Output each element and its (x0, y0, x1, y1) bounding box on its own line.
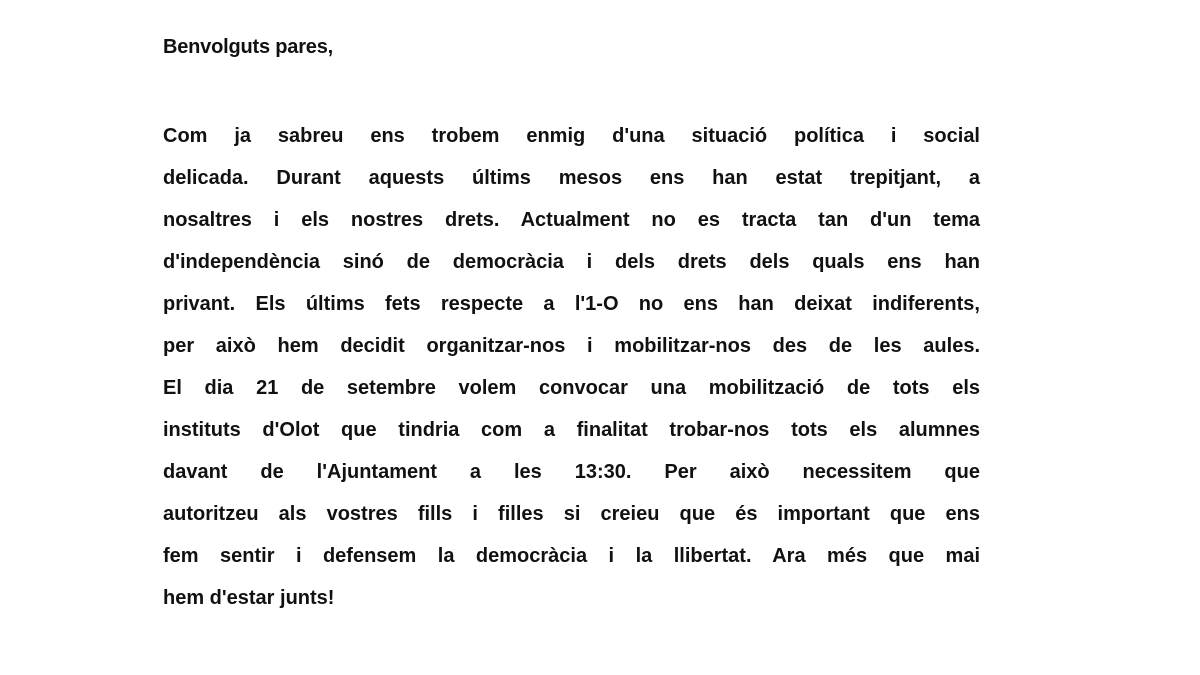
letter-line-last: hem d'estar junts! (163, 587, 335, 609)
letter-line: davant de l'Ajuntament a les 13:30. Per això necessitem que (163, 461, 980, 483)
letter-line: El dia 21 de setembre volem convocar una mobilització de tots els (163, 377, 980, 399)
letter-line: delicada. Durant aquests últims mesos ens han estat trepitjant, a (163, 167, 980, 189)
letter-line: Com ja sabreu ens trobem enmig d'una situació política i social (163, 125, 980, 147)
letter-line: autoritzeu als vostres fills i filles si creieu que és important que ens (163, 503, 980, 525)
letter-line: d'independència sinó de democràcia i dels drets dels quals ens han (163, 251, 980, 273)
letter-greeting: Benvolguts pares, (163, 36, 333, 58)
letter-line: fem sentir i defensem la democràcia i la llibertat. Ara més que mai (163, 545, 980, 567)
letter-line: nosaltres i els nostres drets. Actualment no es tracta tan d'un tema (163, 209, 980, 231)
letter-line: privant. Els últims fets respecte a l'1-O no ens han deixat indiferents, (163, 293, 980, 315)
letter-line: instituts d'Olot que tindria com a finalitat trobar-nos tots els alumnes (163, 419, 980, 441)
letter-line: per això hem decidit organitzar-nos i mobilitzar-nos des de les aules. (163, 335, 980, 357)
letter-body (163, 115, 980, 619)
